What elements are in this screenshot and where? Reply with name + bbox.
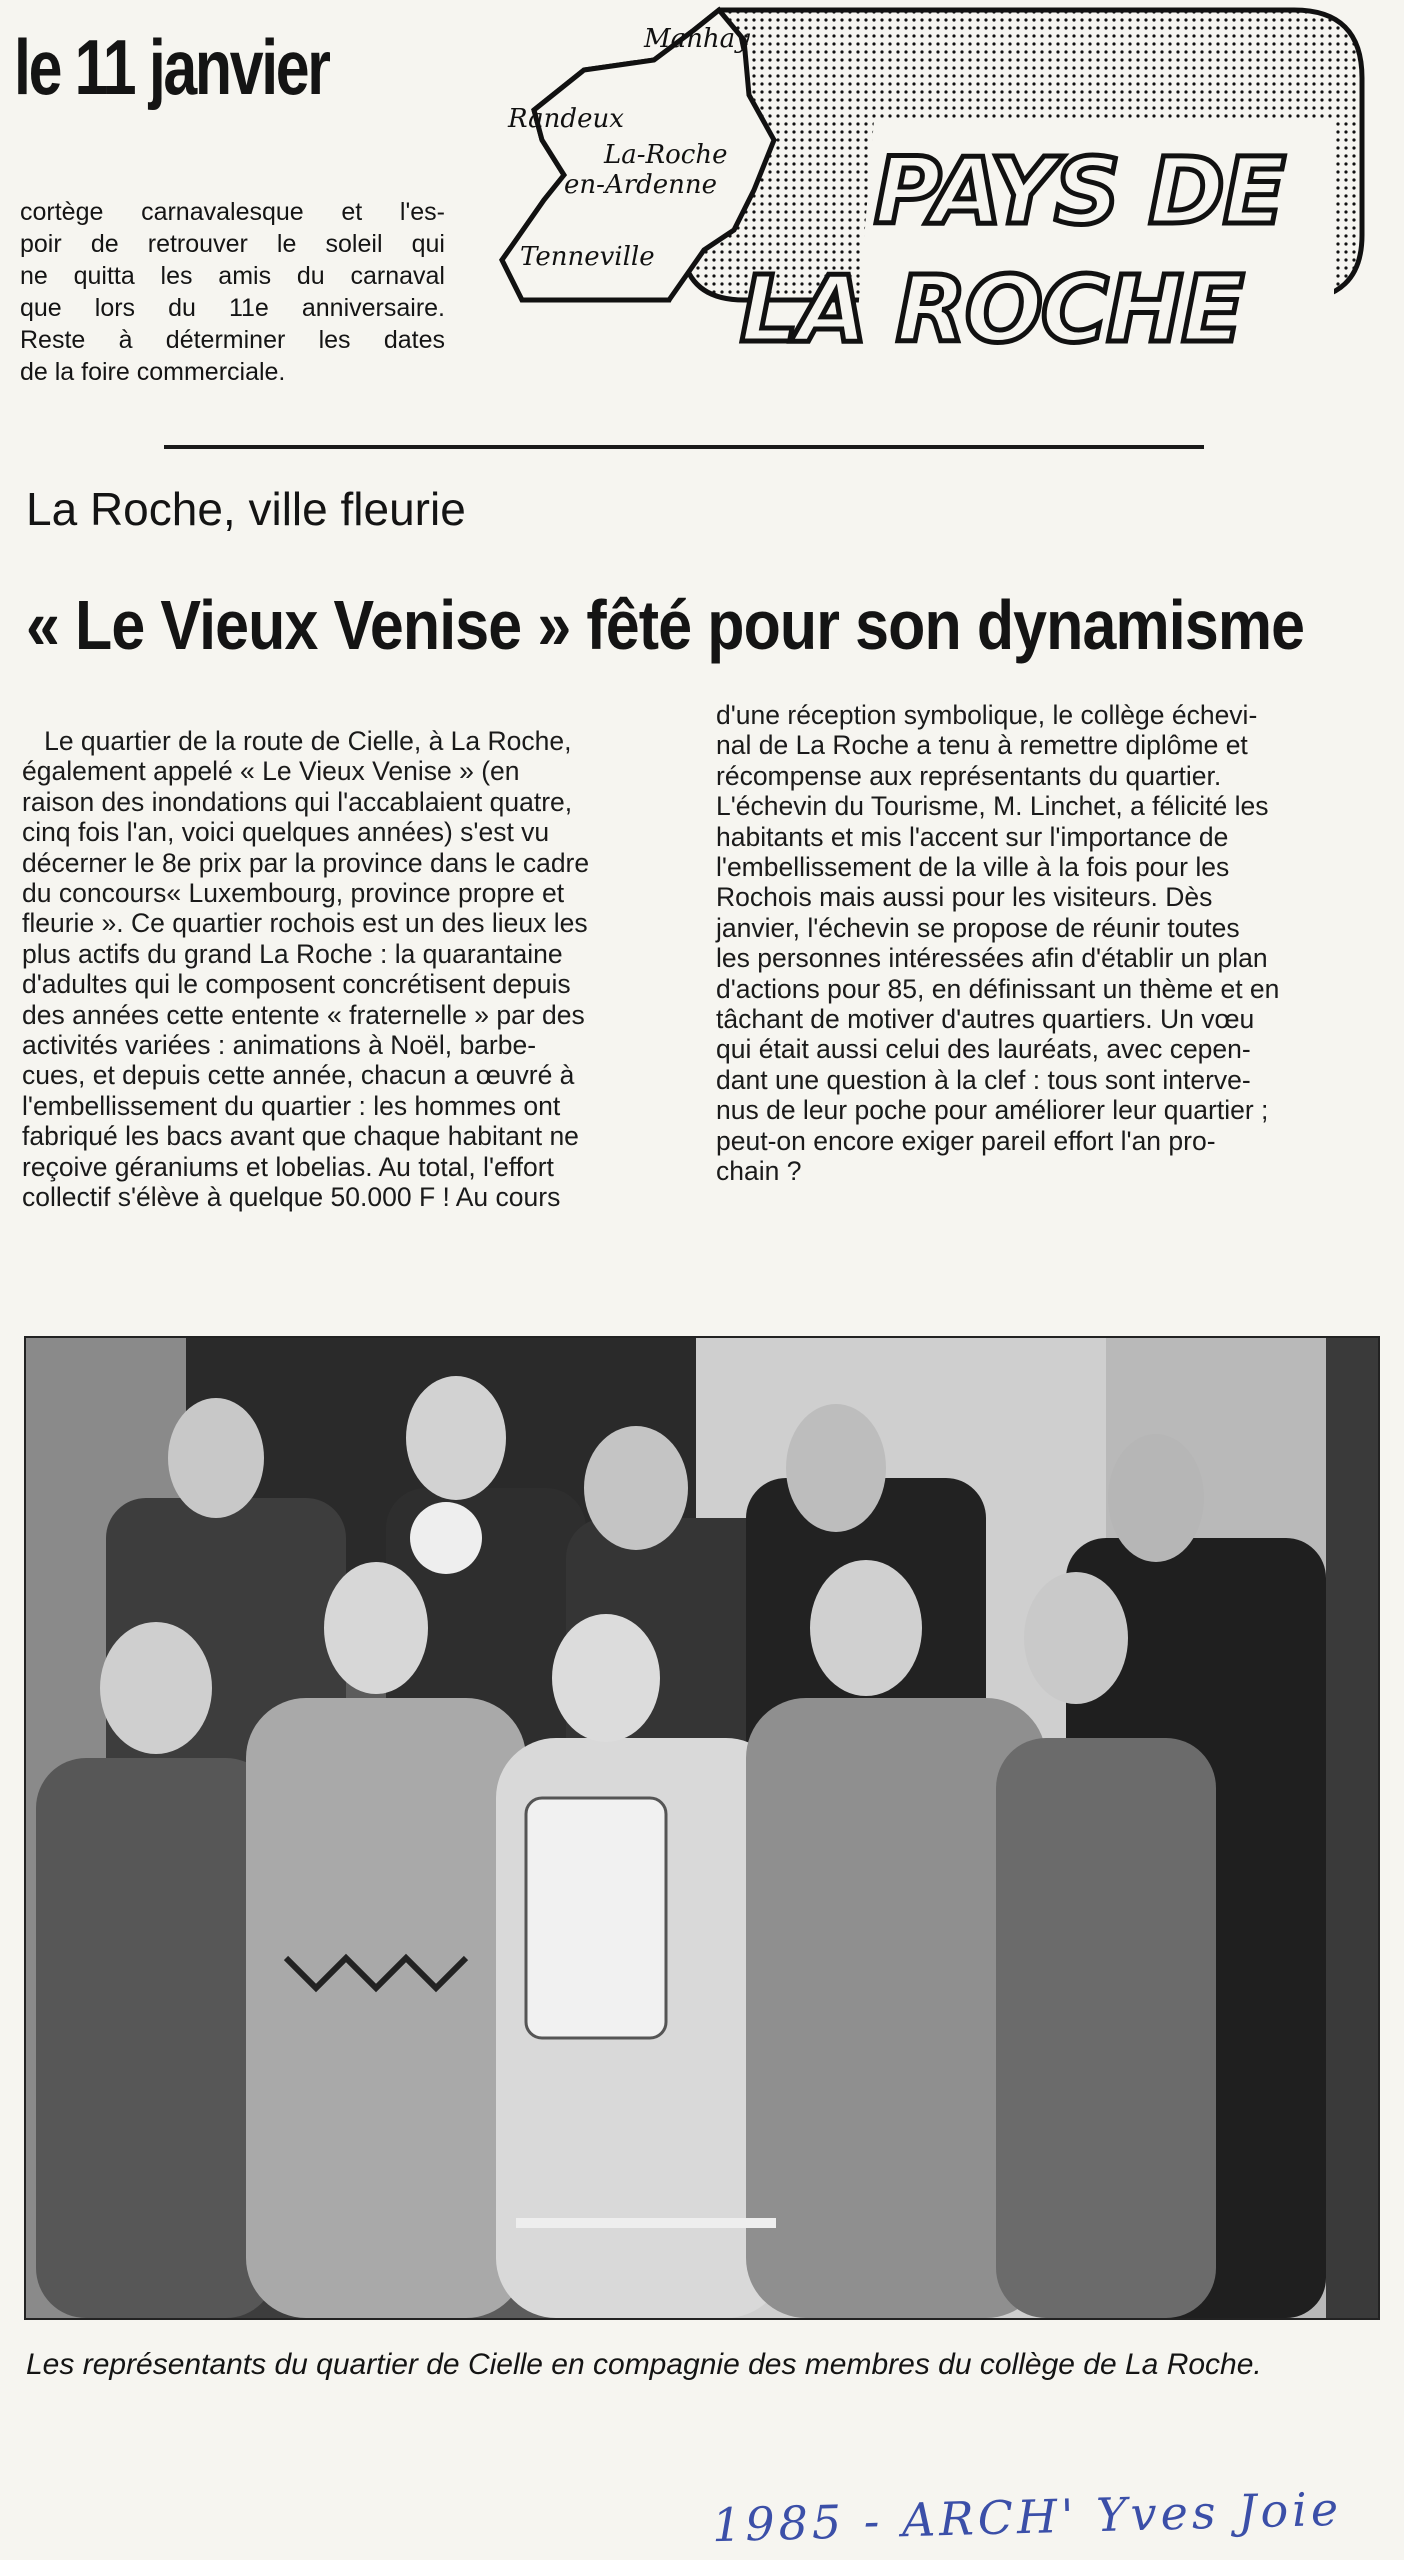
column-line: l'embellissement du quartier : les hommes ont xyxy=(22,1090,561,1121)
paragraph-line: ne quitta les amis du carnaval xyxy=(20,262,445,290)
column-line: peut-on encore exiger pareil effort l'an pro- xyxy=(716,1125,1216,1156)
handwritten-archive-note: 1985 - ARCH' Yves Joie xyxy=(711,2481,1343,2553)
previous-article-paragraph xyxy=(20,196,445,388)
column-line: habitants et mis l'accent sur l'importance de xyxy=(716,821,1229,852)
map-label-tenneville: Tenneville xyxy=(520,242,655,272)
column-line: récompense aux représentants du quartier. xyxy=(716,760,1222,791)
column-line: du concours« Luxembourg, province propre et xyxy=(22,878,565,909)
column-line: cues, et depuis cette année, chacun a œuvré à xyxy=(22,1060,575,1091)
group-photo-illustration xyxy=(26,1338,1378,2318)
column-line: raison des inondations qui l'accablaient quatre, xyxy=(22,786,573,817)
paragraph-line: cortège carnavalesque et l'es- xyxy=(20,198,445,226)
column-line: chain ? xyxy=(716,1156,802,1187)
pays-de-la-roche-logo xyxy=(494,0,1374,400)
paragraph-line: de la foire commerciale. xyxy=(20,358,286,386)
column-line: cinq fois l'an, voici quelques années) s'est vu xyxy=(22,817,550,848)
paragraph-line: poir de retrouver le soleil qui xyxy=(20,230,445,258)
map-label-en-ardenne: en-Ardenne xyxy=(564,170,718,200)
group-photo xyxy=(24,1336,1380,2320)
article-column-left xyxy=(22,726,626,1213)
column-line: tâchant de motiver d'autres quartiers. Un vœu xyxy=(716,1004,1255,1035)
column-line: les personnes intéressées afin d'établir un plan xyxy=(716,943,1268,974)
article-title: « Le Vieux Venise » fêté pour son dynamisme xyxy=(26,586,1305,664)
column-line: également appelé « Le Vieux Venise » (en xyxy=(22,756,520,787)
column-line: l'embellissement de la ville à la fois pour les xyxy=(716,852,1230,883)
column-line: d'une réception symbolique, le collège échevi- xyxy=(716,700,1258,730)
column-line: qui était aussi celui des lauréats, avec cepen- xyxy=(716,1034,1251,1065)
column-line: collectif s'élève à quelque 50.000 F ! Au cours xyxy=(22,1182,561,1213)
column-line: nus de leur poche pour améliorer leur quartier ; xyxy=(716,1095,1269,1126)
column-line: fleurie ». Ce quartier rochois est un des lieux les xyxy=(22,908,588,939)
section-divider xyxy=(164,445,1204,449)
column-line: d'adultes qui le composent concrétisent depuis xyxy=(22,969,571,1000)
article-column-right xyxy=(716,700,1366,1187)
column-line: activités variées : animations à Noël, barbe- xyxy=(22,1030,537,1061)
column-line: Rochois mais aussi pour les visiteurs. Dès xyxy=(716,882,1213,913)
column-line: nal de La Roche a tenu à remettre diplôme et xyxy=(716,730,1248,761)
map-label-randeux: Randeux xyxy=(508,104,624,134)
article-kicker: La Roche, ville fleurie xyxy=(26,483,466,535)
column-line: reçoive géraniums et lobelias. Au total, l'effort xyxy=(22,1151,554,1182)
previous-article-headline: le 11 janvier xyxy=(14,23,329,111)
map-label-la-roche: La-Roche xyxy=(604,140,728,170)
photo-caption: Les représentants du quartier de Cielle en compagnie des membres du collège de La Roche. xyxy=(26,2348,1262,2381)
column-line: d'actions pour 85, en définissant un thème et en xyxy=(716,973,1280,1004)
paragraph-line: que lors du 11e anniversaire. xyxy=(20,294,445,322)
column-line: fabriqué les bacs avant que chaque habitant ne xyxy=(22,1121,579,1152)
column-line: Le quartier de la route de Cielle, à La Roche, xyxy=(22,726,572,756)
map-label-manhay: Manhay xyxy=(644,24,750,54)
logo-title-line-2: LA ROCHE xyxy=(740,256,1243,363)
column-line: des années cette entente « fraternelle » par des xyxy=(22,999,585,1030)
paragraph-line: Reste à déterminer les dates xyxy=(20,326,445,354)
column-line: janvier, l'échevin se propose de réunir toutes xyxy=(716,912,1240,943)
column-line: L'échevin du Tourisme, M. Linchet, a félicité les xyxy=(716,791,1269,822)
column-line: dant une question à la clef : tous sont interve- xyxy=(716,1064,1251,1095)
logo-title-line-1: PAYS DE xyxy=(874,138,1284,245)
column-line: décerner le 8e prix par la province dans le cadre xyxy=(22,847,590,878)
column-line: plus actifs du grand La Roche : la quarantaine xyxy=(22,938,563,969)
